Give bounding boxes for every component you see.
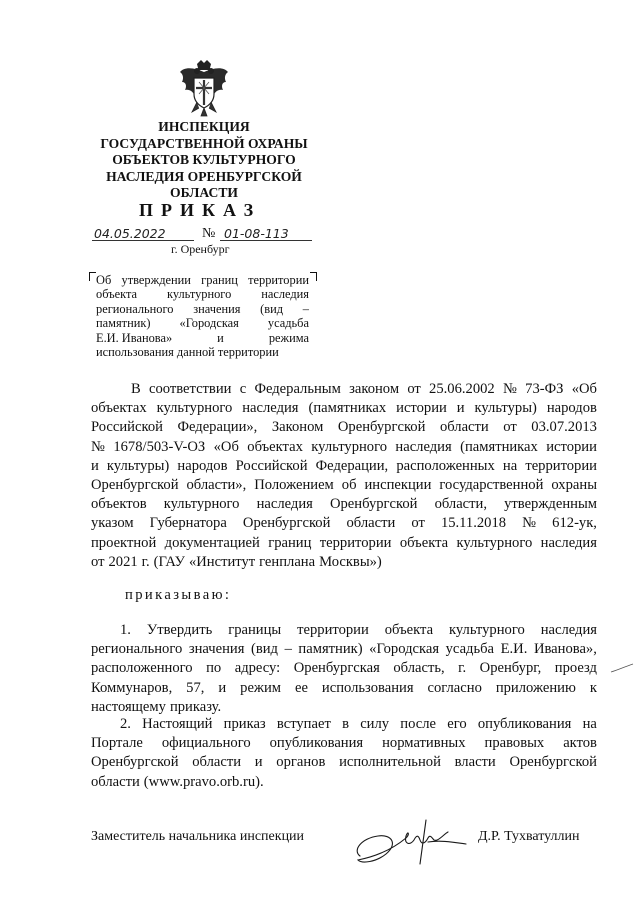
text-line: 1. Утвердить границы территории объекта культурного наследия [120,622,597,638]
subject-block [96,273,309,359]
text-line: объектов культурного наследия Оренбургской области, утвержденным [91,496,597,513]
text-line: В соответствии с Федеральным законом от 25.06.2002 № 73-ФЗ «Об [131,381,597,397]
subject-bracket-left [89,272,96,281]
text-line: Российской Федерации», Законом Оренбургской области от 03.07.2013 [91,419,597,436]
text-line: регионального значения (вид – памятник) «Городская усадьба Е.И. Иванова», [91,641,597,658]
text-line: расположенного по адресу: Оренбургская область, г. Оренбург, проезд [91,660,597,677]
coat-of-arms-icon [177,58,231,118]
document-type-title: ПРИКАЗ [139,200,262,220]
margin-pen-mark [610,662,634,674]
signature-graphic [348,812,473,874]
signatory-name: Д.Р. Тухватуллин [478,829,580,844]
org-line: НАСЛЕДИЯ ОРЕНБУРГСКОЙ [106,168,302,184]
handwritten-number: 01-08-113 [224,226,289,241]
subject-line: использования данной территории [96,345,279,360]
subject-line: объекта культурного наследия [96,287,309,302]
org-line: ИНСПЕКЦИЯ [158,119,250,134]
signatory-position: Заместитель начальника инспекции [91,829,305,844]
subject-line: Е.И. Иванова» и режима [96,330,309,345]
org-line: ГОСУДАРСТВЕННОЙ ОХРАНЫ [100,135,308,151]
subject-line: регионального значения (вид – [96,301,309,316]
organization-name [82,119,326,202]
preamble-paragraph [91,380,597,572]
number-label: № [202,226,216,241]
text-line: настоящему приказу. [91,698,222,715]
org-line: ОБЪЕКТОВ КУЛЬТУРНОГО [112,152,296,167]
text-line: Коммунаров, 57, и режим ее использования согласно приложению к [91,679,597,696]
text-line: от 2021 г. (ГАУ «Институт генплана Москвы») [91,553,382,570]
text-line: Портале официального опубликования нормативных правовых актов [91,735,597,752]
text-line: указом Губернатора Оренбургской области от 15.11.2018 № 612-ук, [91,515,597,532]
text-line: № 1678/503-V-ОЗ «Об объектах культурного наследия (памятниках истории [91,438,597,455]
text-line: 2. Настоящий приказ вступает в силу после его опубликования на [120,716,597,732]
subject-line: памятник) «Городская усадьба [96,316,309,331]
subject-bracket-right [310,272,317,281]
order-word: приказываю: [125,587,232,603]
subject-line: Об утверждении границ территории [96,273,309,287]
org-line: ОБЛАСТИ [170,185,238,200]
order-item-2 [91,715,597,792]
text-line: проектной документацией границ территории объекта культурного наследия [91,534,597,551]
order-item-1 [91,621,597,717]
handwritten-date: 04.05.2022 [94,226,166,241]
text-line: и культуры) народов Российской Федерации, расположенных на территории [91,457,597,474]
text-line: области (www.pravo.orb.ru). [91,773,264,790]
text-line: объектах культурного наследия (памятниках истории и культуры) народов [91,400,597,417]
text-line: Оренбургской области», Положением об инспекции государственной охраны [91,477,597,494]
text-line: Оренбургской области и органов исполнительной власти Оренбургской [91,754,597,771]
number-underline [220,240,312,241]
date-underline [92,240,194,241]
city-label: г. Оренбург [171,242,230,256]
